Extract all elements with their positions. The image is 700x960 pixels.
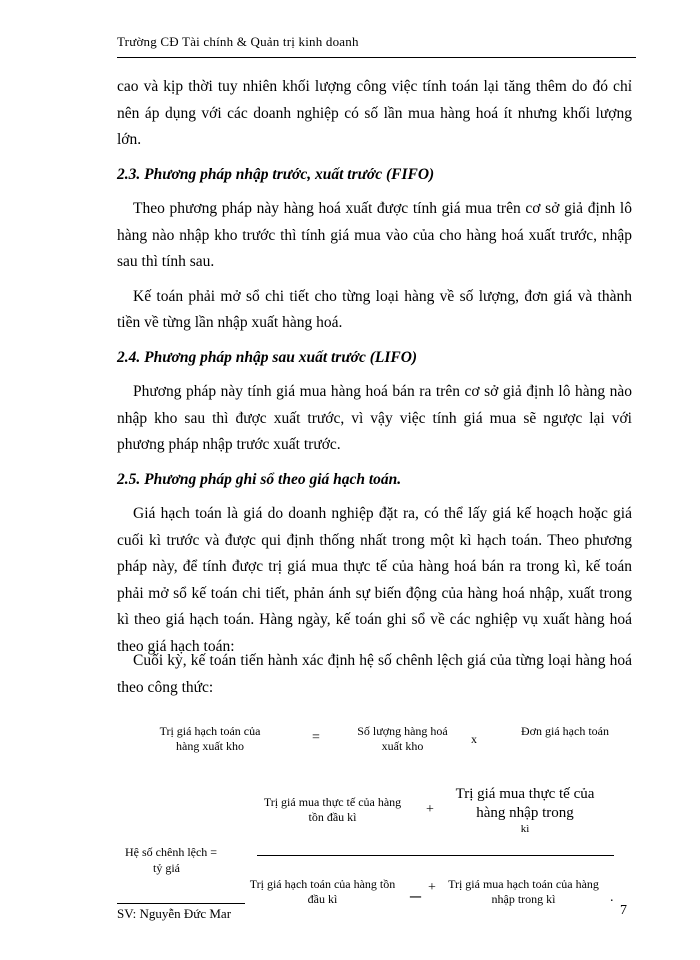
formula2-numerator-right: Trị giá mua thực tế của hàng nhập trong (455, 786, 595, 821)
formula2-denominator-dot: . (610, 890, 614, 905)
body-text (117, 74, 632, 660)
formula1-right: Đơn giá hạch toán (521, 724, 609, 738)
section-heading: 2.5. Phương pháp ghi sổ theo giá hạch toán. (117, 470, 402, 488)
fraction-line (257, 855, 614, 856)
header-rule (117, 57, 636, 58)
formula1-left: Trị giá hạch toán của hàng xuất kho (159, 724, 261, 753)
section-heading: 2.4. Phương pháp nhập sau xuất trước (LIFO) (117, 348, 418, 366)
paragraph: cao và kịp thời tuy nhiên khối lượng công việc tính toán lại tăng thêm do đó chỉ nên áp dụng với các doanh nghiệp có số lần mua hàng hoá ít nhưng khối lượng lớn. (117, 78, 632, 148)
formula2-lhs-tail: tỷ giá (153, 861, 180, 875)
paragraph: Theo phương pháp này hàng hoá xuất được tính giá mua trên cơ sở giả định lô hàng nào nhập kho trước thì tính giá mua vào của cho hàng hoá xuất trước, nhập sau thì tính sau. (117, 200, 632, 270)
paragraph: Cuối kỳ, kế toán tiến hành xác định hệ số chênh lệch giá của từng loại hàng hoá theo công thức: (117, 652, 632, 696)
formula2-numerator-left: Trị giá mua thực tế của hàng tồn đầu kì (263, 795, 402, 824)
formula2-denominator-left: Trị giá hạch toán của hàng tồn đầu kì (249, 877, 396, 906)
paragraph: Giá hạch toán là giá do doanh nghiệp đặt ra, có thể lấy giá kế hoạch hoặc giá cuối kì trước và được qui định thống nhất trong một kì hạch toán. Theo phương pháp này, để tính được trị giá mua thực tế của hàng hoá bán ra trong kì, kế toán phải mở sổ kế toán chi tiết, phản ánh sự biến động của hàng hoá nhập, xuất trong kì theo giá hạch toán. Hàng ngày, kế toán ghi sổ về các nghiệp vụ xuất hàng hoá theo giá hạch toán: (117, 505, 632, 655)
formula2-denominator-minus-mark: – (410, 882, 421, 907)
formula2-numerator-right-tail: kì (520, 823, 530, 835)
section-heading: 2.3. Phương pháp nhập trước, xuất trước (FIFO) (117, 165, 435, 183)
formula2-numerator-plus: + (426, 802, 434, 817)
formula1-times: x (471, 732, 477, 746)
footer-author: SV: Nguyễn Đức Mar (117, 906, 232, 921)
closing-paragraph-block (117, 648, 632, 701)
paragraph: Phương pháp này tính giá mua hàng hoá bán ra trên cơ sở giả định lô hàng nào nhập kho sau thì được xuất trước, vì vậy việc tính giá mua sẽ ngược lại với phương pháp nhập trước xuất trước. (117, 383, 632, 453)
formula1-middle: Số lượng hàng hoá xuất kho (357, 724, 448, 753)
page-number: 7 (620, 903, 627, 918)
footer-rule (117, 903, 245, 904)
formula2-denominator-plus: + (428, 880, 436, 895)
page-header: Trường CĐ Tài chính & Quản trị kinh doanh (117, 34, 359, 49)
formula1-equals: = (312, 730, 320, 745)
formula2-denominator-right: Trị giá mua hạch toán của hàng nhập trong kì (448, 877, 599, 906)
paragraph: Kế toán phải mở sổ chi tiết cho từng loại hàng về số lượng, đơn giá và thành tiền về từng lần nhập xuất hàng hoá. (117, 287, 632, 331)
formula2-lhs: Hệ số chênh lệch = (125, 845, 218, 859)
